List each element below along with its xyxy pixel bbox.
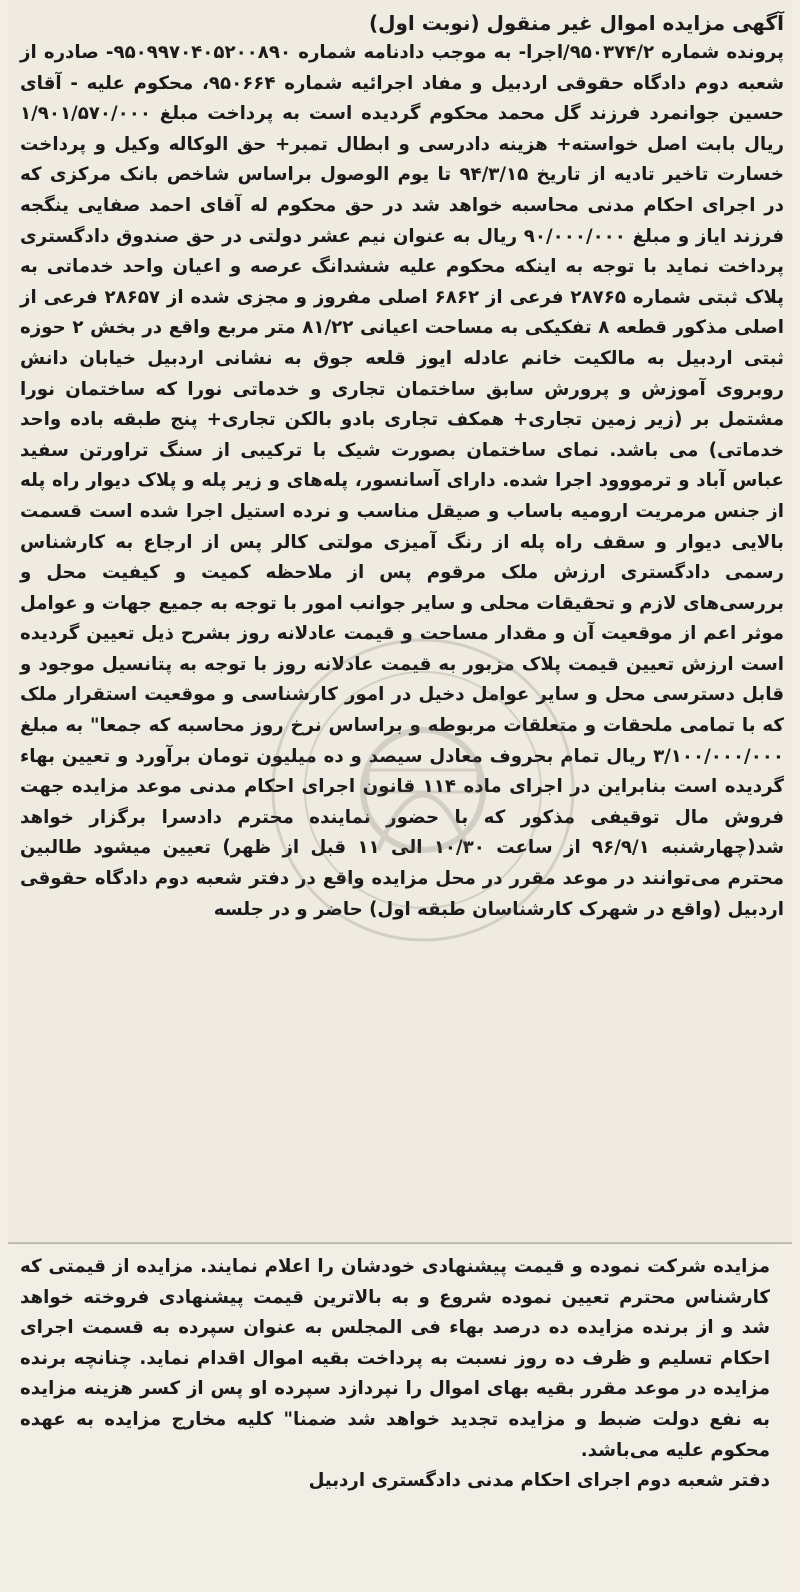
notice-continuation-column: [14, 1244, 778, 1592]
continuation-text-block: [20, 1252, 770, 1497]
notice-text-block: [20, 8, 784, 925]
notice-main-column: [8, 0, 792, 1243]
notice-title: آگهی مزایده اموال غیر منقول (نوبت اول): [369, 11, 784, 35]
notice-signature: دفتر شعبه دوم اجرای احکام مدنی دادگستری اردبیل: [308, 1470, 770, 1492]
notice-body: پرونده شماره ۹۵۰۳۷۴/۲/اجرا- به موجب دادنامه شماره ۹۵۰۹۹۷۰۴۰۵۲۰۰۸۹۰- صادره از شعبه دوم دادگاه حقوقی اردبیل و مفاد اجرائیه شماره ۹۵۰۶۶۴، محکوم علیه - آقای حسین جوانمرد فرزند گل محمد محکوم گردیده است به پرداخت مبلغ ۱/۹۰۱/۵۷۰/۰۰۰ ریال بابت اصل خواسته+ هزینه دادرسی و ابطال تمبر+ حق الوکاله وکیل و پرداخت خسارت تاخیر تادیه از تاریخ ۹۴/۳/۱۵ تا یوم الوصول براساس شاخص بانک مرکزی که در اجرای احکام مدنی محاسبه خواهد شد در حق محکوم له آقای احمد صفایی ینگجه فرزند ایاز و مبلغ ۹۰/۰۰۰/۰۰۰ ریال به عنوان نیم عشر دولتی در حق صندوق دادگستری پرداخت نماید با توجه به اینکه محکوم علیه ششدانگ عرصه و اعیان واحد خدماتی به پلاک ثبتی شماره ۲۸۷۶۵ فرعی از ۶۸۶۲ اصلی مفروز و مجزی شده از ۲۸۶۵۷ فرعی از اصلی مذکور قطعه ۸ تفکیکی به مساحت اعیانی ۸۱/۲۲ متر مربع واقع در بخش ۲ حوزه ثبتی اردبیل به مالکیت خانم عادله ایوز قلعه جوق به نشانی اردبیل خیابان دانش روبروی آموزش و پرورش سابق ساختمان تجاری و خدماتی نورا که ساختمان نورا مشتمل بر (زیر زمین تجاری+ همکف تجاری بادو بالکن تجاری+ پنج طبقه باده واحد خدماتی) می باشد. نمای ساختمان بصورت شیک با ترکیبی از سنگ تراورتن سفید عباس آباد و ترمووود اجرا شده. دارای آسانسور، پله‌های و زیر پله و پلاک دیوار راه پله از جنس مرمریت ارومیه باساب و صیقل مناسب و نرده استیل اجرا شده است قسمت بالایی دیوار و سقف راه پله از رنگ آمیزی مولتی کالر پس از ارجاع به کارشناس رسمی دادگستری ارزش ملک مرقوم پس از ملاحظه کمیت و کیفیت محل و بررسی‌های لازم و تحقیقات محلی و سایر جوانب امور با توجه به جمیع جهات و عوامل موثر اعم از موقعیت آن و مقدار مساحت و قیمت عادلانه روز بشرح ذیل تعیین گردیده است ارزش تعیین قیمت پلاک مزبور به قیمت عادلانه روز با توجه به پتانسیل موجود و قابل دسترسی محل و سایر عوامل دخیل در امور کارشناسی و موقعیت استقرار ملک که با تمامی ملحقات و متعلقات مربوطه و براساس نرخ روز محاسبه که جمعا" به مبلغ ۳/۱۰۰/۰۰۰/۰۰۰ ریال تمام بحروف معادل سیصد و ده میلیون تومان برآورد و تعیین بهاء گردیده است بنابراین در اجرای ماده ۱۱۴ قانون اجرای احکام مدنی موعد مزایده جهت فروش مال توقیفی مذکور که با حضور نماینده محترم دادسرا برگزار خواهد شد(چهارشنبه ۹۶/۹/۱ از ساعت ۱۰/۳۰ الی ۱۱ قبل از ظهر) تعیین میشود طالبین محترم می‌توانند در موعد مقرر در محل مزایده واقع در دفتر شعبه دوم دادگاه حقوقی اردبیل (واقع در شهرک کارشناسان طبقه اول) حاضر و در جلسه: [20, 42, 785, 920]
notice-continuation: مزایده شرکت نموده و قیمت پیشنهادی خودشان را اعلام نمایند. مزایده از قیمتی که کارشناس محترم تعیین نموده شروع و به بالاترین قیمت پیشنهادی فروخته خواهد شد و از برنده مزایده ده درصد بهاء فی المجلس به عنوان سپرده به قسمت اجرای احکام تسلیم و ظرف ده روز نسبت به پرداخت بقیه اموال اقدام نماید. چنانچه برنده مزایده در موعد مقرر بقیه بهای اموال را نپردازد سپرده او پس از کسر هزینه مزایده به نفع دولت ضبط و مزایده تجدید خواهد شد ضمنا" کلیه مخارج مزایده به عهده محکوم علیه می‌باشد.: [20, 1256, 770, 1461]
